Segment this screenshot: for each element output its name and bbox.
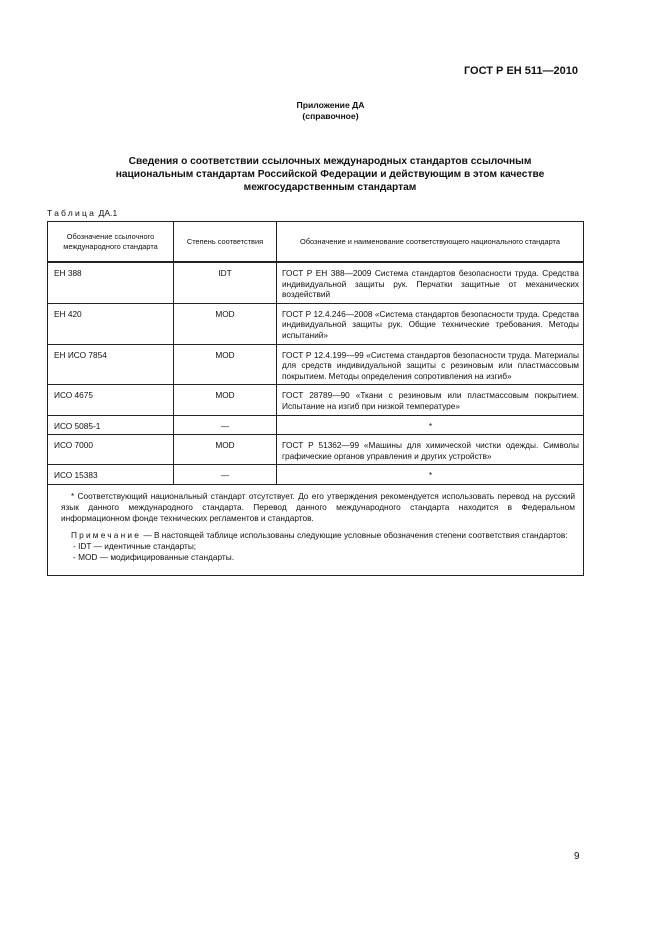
heading-line-3: межгосударственным стандартам — [243, 182, 417, 194]
appendix-title: Приложение ДА — [296, 100, 365, 110]
reference-standard: ИСО 4675 — [48, 385, 174, 415]
conformity-degree: MOD — [174, 344, 277, 385]
table-row — [48, 435, 584, 465]
reference-standard: ИСО 5085-1 — [48, 415, 174, 435]
note-text: — В настоящей таблице использованы следующие условные обозначения степени соответствия стандартов: — [141, 530, 568, 541]
table-header-row — [48, 222, 584, 263]
conformity-degree: — — [174, 415, 277, 435]
table-row — [48, 385, 584, 415]
column-header-national: Обозначение и наименование соответствующего национального стандарта — [277, 222, 584, 263]
heading-line-1: Сведения о соответствии ссылочных международных стандартов ссылочным — [128, 156, 532, 167]
appendix-subtitle: (справочное) — [302, 111, 359, 121]
conformity-degree: MOD — [174, 385, 277, 415]
note-label: Примечание — [71, 530, 142, 541]
reference-standard: ЕН 388 — [48, 262, 174, 303]
footnote-text: * Соответствующий национальный стандарт отсутствует. До его утверждения рекомендуется использовать перевод на русский язык данного международного стандарта. Перевод данного международного стандарта находится в Федеральном информационном фонде технических регламентов и стандартов. — [61, 490, 575, 523]
heading-line-2: национальным стандартам Российской Федерации и действующим в этом качестве — [115, 169, 545, 181]
column-header-reference: Обозначение ссылочного международного стандарта — [48, 222, 174, 263]
note-item-mod: - MOD — модифицированные стандарты. — [73, 551, 235, 562]
table-row — [48, 415, 584, 435]
table-caption-word: Таблица — [47, 208, 97, 218]
conformity-degree: MOD — [174, 435, 277, 465]
table-caption-number: ДА.1 — [98, 208, 118, 218]
national-standard: ГОСТ 28789—90 «Ткани с резиновым или пластмассовым покрытием. Испытание на изгиб при низкой температуре» — [277, 385, 584, 415]
reference-standard: ИСО 7000 — [48, 435, 174, 465]
table-footnote — [48, 484, 584, 575]
reference-standard: ИСО 15383 — [48, 465, 174, 485]
document-code: ГОСТ Р ЕН 511—2010 — [463, 65, 578, 77]
column-header-degree: Степень соответствия — [174, 222, 277, 263]
national-standard: * — [277, 415, 584, 435]
national-standard: ГОСТ Р 12.4.246—2008 «Система стандартов безопасности труда. Средства индивидуальной защиты рук. Общие технические требования. Методы испытаний» — [277, 303, 584, 344]
note-paragraph — [61, 530, 575, 541]
conformity-degree: MOD — [174, 303, 277, 344]
table-row — [48, 465, 584, 485]
national-standard: ГОСТ Р ЕН 388—2009 Система стандартов безопасности труда. Средства индивидуальной защиты рук. Перчатки защитные от механических воздействий — [277, 262, 584, 303]
appendix-heading — [60, 155, 600, 195]
note-item-idt: - IDT — идентичные стандарты; — [73, 541, 197, 552]
table-footnote-row — [48, 484, 584, 575]
national-standard: ГОСТ Р 51362—99 «Машины для химической чистки одежды. Символы графические органов управления и других устройств» — [277, 435, 584, 465]
table-row — [48, 344, 584, 385]
table-row — [48, 262, 584, 303]
conformity-degree: — — [174, 465, 277, 485]
national-standard: ГОСТ Р 12.4.199—99 «Система стандартов безопасности труда. Материалы для средств индивидуальной защиты с резиновым или пластмассовым покрытием. Методы определения сопротивления на изгиб» — [277, 344, 584, 385]
national-standard: * — [277, 465, 584, 485]
reference-standard: ЕН 420 — [48, 303, 174, 344]
reference-standard: ЕН ИСО 7854 — [48, 344, 174, 385]
standards-table — [47, 221, 584, 576]
table-caption — [47, 208, 117, 218]
page-number: 9 — [574, 851, 580, 862]
conformity-degree: IDT — [174, 262, 277, 303]
table-row — [48, 303, 584, 344]
